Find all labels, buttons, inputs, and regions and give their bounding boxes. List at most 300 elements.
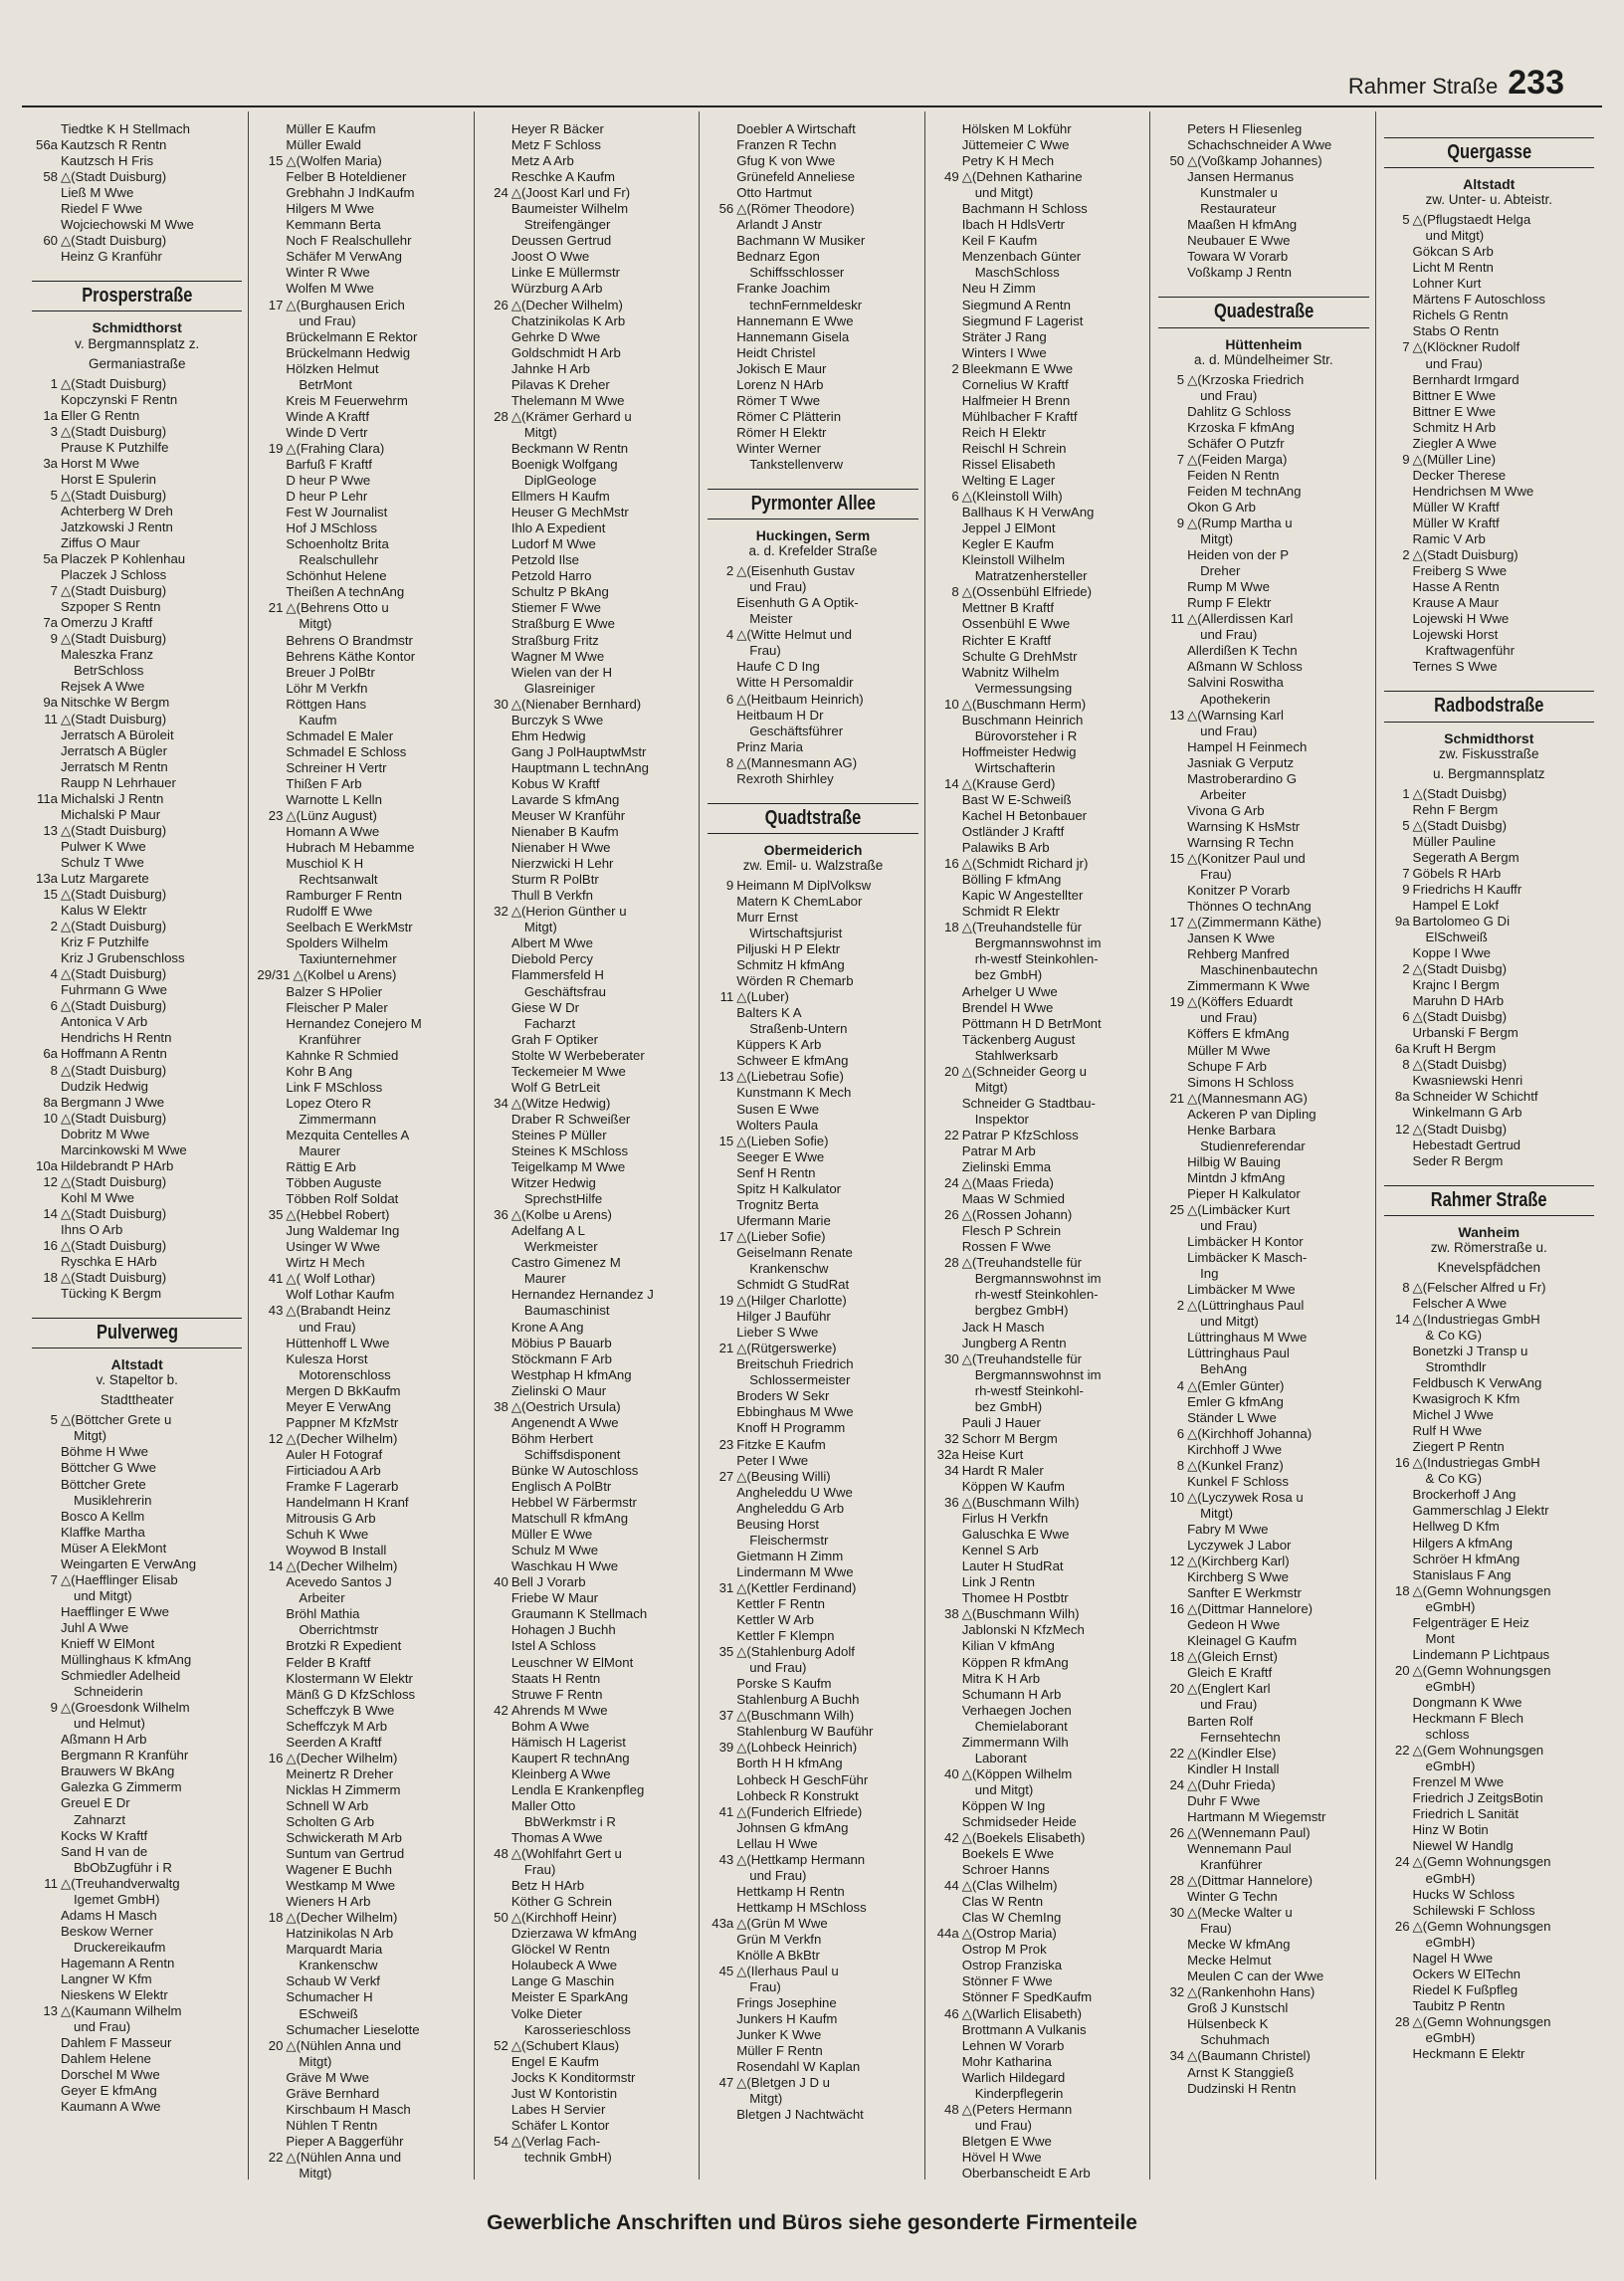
directory-entry xyxy=(32,1795,242,1811)
directory-entry xyxy=(708,1564,917,1580)
entry-continuation: Meister xyxy=(749,611,793,627)
entry-continuation: Mitgt) xyxy=(299,616,332,632)
resident-entry: Rump F Elektr xyxy=(1187,595,1272,611)
directory-entry xyxy=(257,1798,467,1814)
resident-entry: Spitz H Kalkulator xyxy=(736,1180,842,1196)
resident-entry: Chatzinikolas K Arb xyxy=(510,312,626,328)
entry-continuation: bergbez GmbH) xyxy=(974,1303,1069,1319)
entry-continuation: technFernmeldeskr xyxy=(749,297,863,312)
resident-entry: Knölle A BkBtr xyxy=(736,1948,820,1964)
entry-continuation: rh-westf Steinkohlen- xyxy=(974,1287,1099,1303)
house-number: 7 xyxy=(50,583,58,599)
directory-entry xyxy=(257,856,467,872)
directory-entry xyxy=(483,1320,693,1336)
directory-entry xyxy=(708,1229,917,1245)
directory-entry xyxy=(1158,2016,1368,2032)
house-number: 5 xyxy=(1402,212,1410,228)
directory-entry xyxy=(32,1541,242,1556)
directory-entry xyxy=(257,1894,467,1910)
resident-entry: Knieff W ElMont xyxy=(61,1635,155,1651)
directory-entry xyxy=(1384,244,1594,260)
resident-entry: Jung Waldemar Ing xyxy=(286,1223,400,1239)
entry-continuation: Mitgt) xyxy=(74,1428,106,1444)
directory-entry xyxy=(257,1973,467,1989)
house-number: 37 xyxy=(718,1708,734,1724)
street-name: Quadtstraße xyxy=(764,806,862,829)
resident-entry: Schmidseder Heide xyxy=(961,1813,1077,1829)
directory-entry xyxy=(933,505,1143,520)
resident-entry: Glöckel W Rentn xyxy=(510,1942,610,1958)
resident-entry: △(Grün M Wwe xyxy=(736,1915,828,1931)
directory-entry xyxy=(483,1143,693,1159)
resident-entry: Michalski P Maur xyxy=(61,806,161,822)
house-number: 14 xyxy=(944,775,959,791)
resident-entry: △(Englert Karl xyxy=(1187,1681,1271,1697)
directory-entry xyxy=(708,1995,917,2011)
street-name: Quadestraße xyxy=(1213,301,1314,323)
resident-entry: Kohr B Ang xyxy=(286,1063,353,1079)
directory-entry xyxy=(483,361,693,377)
resident-entry: Kriz F Putzhilfe xyxy=(61,934,149,950)
directory-entry xyxy=(933,792,1143,808)
directory-entry xyxy=(257,1239,467,1255)
directory-entry xyxy=(1384,1567,1594,1583)
resident-entry: Porske S Kaufm xyxy=(736,1676,832,1692)
directory-entry xyxy=(1384,372,1594,388)
resident-entry: △(Gemn Wohnungsgen xyxy=(1412,2013,1551,2029)
directory-entry xyxy=(32,615,242,631)
directory-entry xyxy=(257,233,467,249)
resident-entry: Winde A Kraftf xyxy=(286,408,369,424)
directory-entry xyxy=(1158,484,1368,500)
resident-entry: Warnotte L Kelln xyxy=(286,791,382,807)
directory-entry xyxy=(483,1574,693,1590)
directory-entry xyxy=(483,1973,693,1989)
directory-entry xyxy=(257,1543,467,1558)
directory-entry xyxy=(1384,1998,1594,2014)
resident-entry: Ufermann Marie xyxy=(736,1212,831,1228)
directory-entry xyxy=(257,1271,467,1287)
house-number: 8 xyxy=(725,754,734,770)
resident-entry: Thelemann M Wwe xyxy=(510,392,625,408)
directory-entry xyxy=(933,2006,1143,2022)
directory-entry xyxy=(32,1444,242,1460)
directory-entry xyxy=(1384,276,1594,292)
directory-entry xyxy=(933,1159,1143,1175)
directory-entry xyxy=(708,249,917,265)
resident-entry: Wolf Lothar Kaufm xyxy=(286,1287,395,1303)
resident-entry: Neu H Zimm xyxy=(961,281,1036,297)
house-number: 1a xyxy=(43,407,58,423)
directory-entry xyxy=(933,616,1143,632)
directory-entry xyxy=(32,1668,242,1684)
resident-entry: Buschmann Heinrich xyxy=(961,712,1084,727)
directory-entry xyxy=(1158,931,1368,946)
house-number: 35 xyxy=(718,1644,734,1660)
resident-entry: Böttcher Grete xyxy=(61,1476,146,1492)
directory-entry xyxy=(933,1958,1143,1973)
resident-entry: Lyczywek J Labor xyxy=(1187,1537,1292,1553)
directory-entry xyxy=(1384,1663,1594,1679)
directory-entry xyxy=(1158,1633,1368,1649)
directory-entry xyxy=(708,1102,917,1118)
resident-entry: Kwasigroch K Kfm xyxy=(1412,1391,1521,1407)
directory-entry xyxy=(483,505,693,520)
resident-entry: Haufe C D Ing xyxy=(736,659,820,675)
resident-entry: Greuel E Dr xyxy=(61,1795,130,1811)
resident-entry: △(Stadt Duisburg) xyxy=(61,1173,167,1189)
resident-entry: Ließ M Wwe xyxy=(61,185,134,201)
directory-entry xyxy=(708,1293,917,1309)
directory-entry xyxy=(32,519,242,535)
directory-entry xyxy=(483,298,693,313)
resident-entry: Kleinagel G Kaufm xyxy=(1187,1633,1298,1649)
resident-entry: Flesch P Schrein xyxy=(961,1223,1062,1239)
resident-entry: Stönner F SpedKaufm xyxy=(961,1989,1093,2005)
directory-entry xyxy=(483,1415,693,1431)
resident-entry: △(Stadt Duisburg) xyxy=(61,1062,167,1078)
directory-entry xyxy=(933,217,1143,233)
resident-entry: Stahlenburg W Bauführ xyxy=(736,1724,874,1740)
resident-entry: Suntum van Gertrud xyxy=(286,1846,405,1862)
directory-entry xyxy=(483,137,693,153)
directory-entry xyxy=(483,249,693,265)
house-number: 34 xyxy=(494,1095,508,1111)
entry-continuation: und Frau) xyxy=(749,1660,807,1676)
directory-entry xyxy=(933,1543,1143,1558)
entry-continuation: Bergmannswohnst im xyxy=(974,935,1102,951)
resident-entry: △(Lünz August) xyxy=(286,808,377,824)
directory-entry xyxy=(708,2027,917,2043)
resident-entry: Verhaegen Jochen xyxy=(961,1702,1072,1718)
entry-continuation: Ing xyxy=(1200,1266,1219,1282)
resident-entry: △(Stadt Duisburg) xyxy=(61,233,167,249)
entry-continuation: Wirtschaftsjurist xyxy=(749,926,843,941)
directory-entry xyxy=(483,1894,693,1910)
resident-entry: Bletgen E Wwe xyxy=(961,2133,1052,2149)
directory-entry xyxy=(1384,1503,1594,1519)
resident-entry: Hildebrandt P HArb xyxy=(61,1157,174,1173)
resident-entry: Rissel Elisabeth xyxy=(961,456,1056,472)
resident-entry: Hannemann E Wwe xyxy=(736,312,854,328)
directory-entry xyxy=(708,233,917,249)
directory-entry xyxy=(1384,882,1594,898)
directory-entry xyxy=(1158,659,1368,675)
resident-entry: Teigelkamp M Wwe xyxy=(510,1159,626,1175)
resident-entry: Schönhut Helene xyxy=(286,568,387,584)
house-number: 21 xyxy=(1169,1090,1185,1106)
resident-entry: △(Köppen Wilhelm xyxy=(961,1765,1073,1781)
directory-entry xyxy=(708,441,917,457)
directory-entry xyxy=(32,2067,242,2083)
directory-entry xyxy=(257,1558,467,1574)
resident-entry: Rexroth Shirhley xyxy=(736,770,834,786)
directory-entry xyxy=(32,583,242,599)
directory-entry xyxy=(933,1735,1143,1751)
district-name: Altstadt xyxy=(110,1356,163,1373)
directory-entry xyxy=(708,1820,917,1836)
directory-entry xyxy=(483,584,693,600)
resident-entry: Bohm A Wwe xyxy=(510,1718,590,1734)
resident-entry: Halfmeier H Brenn xyxy=(961,392,1071,408)
resident-entry: Winde D Vertr xyxy=(286,424,368,440)
directory-entry xyxy=(32,1604,242,1620)
resident-entry: △(Witte Helmut und xyxy=(736,627,852,643)
directory-entry xyxy=(708,1836,917,1852)
directory-entry xyxy=(1158,217,1368,233)
directory-entry xyxy=(933,2070,1143,2086)
resident-entry: Bast W E-Schweiß xyxy=(961,791,1072,807)
directory-entry xyxy=(32,1270,242,1286)
house-number: 8 xyxy=(1402,1279,1410,1295)
resident-entry: Ziegert P Rentn xyxy=(1412,1439,1505,1455)
directory-entry xyxy=(483,1719,693,1735)
resident-entry: Köffers E kfmAng xyxy=(1187,1026,1290,1042)
directory-entry xyxy=(257,1223,467,1239)
resident-entry: △(Allerdissen Karl xyxy=(1187,611,1294,627)
resident-entry: Heckmann F Blech xyxy=(1412,1711,1523,1727)
resident-entry: △(Witze Hedwig) xyxy=(510,1095,611,1111)
house-number: 46 xyxy=(944,2005,959,2021)
directory-entry xyxy=(933,233,1143,249)
entry-continuation: Werkmeister xyxy=(523,1239,598,1255)
directory-entry xyxy=(1158,883,1368,899)
house-number: 19 xyxy=(1169,994,1185,1010)
resident-entry: Rump M Wwe xyxy=(1187,579,1270,595)
resident-entry: Bachmann W Musiker xyxy=(736,233,866,249)
resident-entry: Wagener E Buchh xyxy=(286,1862,392,1878)
resident-entry: Meister E SparkAng xyxy=(510,1989,629,2005)
directory-entry xyxy=(1384,627,1594,643)
directory-entry xyxy=(32,440,242,456)
house-number: 44a xyxy=(936,1926,959,1942)
directory-entry xyxy=(708,1804,917,1820)
directory-entry xyxy=(257,1336,467,1351)
directory-entry xyxy=(257,1687,467,1703)
directory-entry xyxy=(32,567,242,583)
directory-entry xyxy=(257,2134,467,2150)
resident-entry: Omerzu J Kraftf xyxy=(61,615,153,631)
directory-entry xyxy=(708,201,917,217)
resident-entry: Rosendahl W Kaplan xyxy=(736,2059,861,2075)
resident-entry: Schäfer L Kontor xyxy=(510,2117,610,2133)
house-number: 47 xyxy=(718,2075,734,2091)
directory-entry xyxy=(257,1989,467,2005)
resident-entry: Franke Joachim xyxy=(736,281,831,297)
resident-entry: Lutz Margarete xyxy=(61,870,149,886)
directory-entry xyxy=(933,1846,1143,1862)
resident-entry: Firticiadou A Arb xyxy=(286,1462,381,1478)
directory-entry xyxy=(257,1671,467,1687)
resident-entry: Segerath A Bergm xyxy=(1412,849,1520,865)
resident-entry: Müllinghaus K kfmAng xyxy=(61,1652,192,1668)
resident-entry: Jasniak G Verputz xyxy=(1187,754,1295,770)
resident-entry: Kautzsch H Fris xyxy=(61,153,154,169)
directory-entry xyxy=(933,1479,1143,1495)
resident-entry: △(Rütgerswerke) xyxy=(736,1341,837,1356)
house-number: 9 xyxy=(50,1700,58,1716)
resident-entry: Weingarten E VerwAng xyxy=(61,1555,197,1571)
resident-entry: Feldbusch K VerwAng xyxy=(1412,1375,1542,1391)
district-name: Obermeiderich xyxy=(763,841,863,858)
resident-entry: Bröhl Mathia xyxy=(286,1606,360,1622)
resident-entry: Kirchberg S Wwe xyxy=(1187,1569,1289,1585)
resident-entry: Flammersfeld H xyxy=(510,967,604,983)
resident-entry: Broders W Sekr xyxy=(736,1388,830,1404)
directory-entry xyxy=(933,1143,1143,1159)
directory-entry xyxy=(933,489,1143,505)
directory-entry xyxy=(708,281,917,297)
directory-entry xyxy=(483,888,693,904)
resident-entry: Bittner E Wwe xyxy=(1412,387,1497,403)
resident-entry: Fabry M Wwe xyxy=(1187,1521,1269,1537)
directory-entry xyxy=(32,1652,242,1668)
resident-entry: Brückelmann Hedwig xyxy=(286,344,411,360)
directory-entry xyxy=(1158,1394,1368,1410)
resident-entry: △(Burghausen Erich xyxy=(286,297,405,312)
resident-entry: Eisenhuth G A Optik- xyxy=(736,595,859,611)
house-number: 18 xyxy=(1394,1582,1410,1598)
house-number: 6 xyxy=(1176,1425,1185,1441)
directory-entry xyxy=(1384,1073,1594,1089)
entry-continuation: Maschinenbautechn xyxy=(1200,962,1319,978)
directory-entry xyxy=(1384,945,1594,961)
directory-entry xyxy=(1158,1474,1368,1490)
directory-entry xyxy=(1384,1519,1594,1535)
directory-entry xyxy=(708,2043,917,2059)
directory-entry xyxy=(32,472,242,488)
resident-entry: Burczyk S Wwe xyxy=(510,712,604,727)
directory-entry xyxy=(933,649,1143,665)
directory-entry xyxy=(32,1620,242,1636)
resident-entry: Graumann K Stellmach xyxy=(510,1606,648,1622)
directory-entry xyxy=(483,1782,693,1798)
resident-entry: Köppen W Kaufm xyxy=(961,1478,1066,1494)
house-number: 32 xyxy=(1169,1984,1185,2000)
house-number: 7a xyxy=(43,615,58,631)
directory-entry xyxy=(257,217,467,233)
directory-entry xyxy=(933,808,1143,824)
directory-entry xyxy=(257,984,467,1000)
entry-continuation: Schuhmach xyxy=(1200,2032,1270,2048)
directory-entry xyxy=(1384,1536,1594,1552)
resident-entry: △(Warnsing Karl xyxy=(1187,707,1284,723)
directory-entry xyxy=(933,281,1143,297)
directory-entry xyxy=(483,1958,693,1973)
resident-entry: △(Frahing Clara) xyxy=(286,440,385,456)
resident-entry: Michel J Wwe xyxy=(1412,1407,1494,1423)
resident-entry: △(Stadt Duisburg) xyxy=(61,887,167,903)
directory-entry xyxy=(1384,1711,1594,1727)
entry-continuation: Vermessungsing xyxy=(974,680,1073,696)
resident-entry: Kreis M Feuerwehrm xyxy=(286,392,408,408)
directory-entry xyxy=(257,201,467,217)
directory-entry xyxy=(257,1159,467,1175)
house-number: 26 xyxy=(944,1207,959,1223)
resident-entry: Schmitz H Arb xyxy=(1412,419,1497,435)
street-name: Pyrmonter Allee xyxy=(750,493,876,516)
resident-entry: Lohner Kurt xyxy=(1412,276,1482,292)
house-number: 43 xyxy=(718,1851,734,1867)
directory-entry xyxy=(1158,1043,1368,1059)
directory-entry xyxy=(483,233,693,249)
resident-entry: Konitzer P Vorarb xyxy=(1187,883,1291,899)
directory-entry xyxy=(257,920,467,935)
resident-entry: Kindler H Install xyxy=(1187,1761,1280,1776)
directory-entry xyxy=(257,1511,467,1527)
entry-continuation: Baumaschinist xyxy=(523,1303,610,1319)
resident-entry: Sand H van de xyxy=(61,1843,148,1859)
resident-entry: Schmitz H kfmAng xyxy=(736,957,845,973)
resident-entry: Murr Ernst xyxy=(736,909,798,925)
resident-entry: △(Stadt Duisburg) xyxy=(61,711,167,726)
resident-entry: △(Köffers Eduardt xyxy=(1187,994,1294,1010)
resident-entry: Mohr Katharina xyxy=(961,2053,1052,2069)
directory-entry xyxy=(483,409,693,425)
directory-entry xyxy=(933,1351,1143,1367)
house-number: 24 xyxy=(1394,1854,1410,1870)
directory-entry xyxy=(32,1238,242,1254)
directory-entry xyxy=(708,563,917,579)
directory-entry xyxy=(933,2038,1143,2054)
resident-entry: Scheffczyk B Wwe xyxy=(286,1702,395,1718)
directory-entry xyxy=(1158,153,1368,169)
directory-entry xyxy=(483,1622,693,1638)
resident-entry: Hebbel W Färbermstr xyxy=(510,1495,637,1511)
resident-entry: Juhl A Wwe xyxy=(61,1619,129,1635)
resident-entry: Draber R Schweißer xyxy=(510,1111,631,1127)
directory-entry xyxy=(933,2150,1143,2166)
house-number: 50 xyxy=(1169,153,1185,169)
resident-entry: Piljuski H P Elektr xyxy=(736,941,841,957)
resident-entry: △(Stadt Duisbg) xyxy=(1412,1057,1507,1073)
resident-entry: △(Hettkamp Hermann xyxy=(736,1851,866,1867)
directory-entry xyxy=(483,616,693,632)
district-name: Huckingen, Serm xyxy=(755,527,871,544)
directory-entry xyxy=(1384,1375,1594,1391)
directory-entry xyxy=(1158,1681,1368,1697)
house-number: 56a xyxy=(35,137,58,153)
resident-entry: Kahnke R Schmied xyxy=(286,1047,399,1063)
directory-entry xyxy=(1384,1344,1594,1359)
directory-entry xyxy=(933,744,1143,760)
directory-entry xyxy=(1158,1746,1368,1762)
directory-entry xyxy=(933,2102,1143,2118)
directory-entry xyxy=(933,1606,1143,1622)
resident-entry: Ockers W ElTechn xyxy=(1412,1966,1521,1981)
resident-entry: Seeger E Wwe xyxy=(736,1148,825,1164)
entry-continuation: Schneiderin xyxy=(74,1684,143,1700)
directory-entry xyxy=(32,1095,242,1111)
entry-continuation: Krankenschw xyxy=(749,1261,829,1276)
resident-entry: △(Wennemann Paul) xyxy=(1187,1824,1311,1840)
directory-entry xyxy=(1158,2081,1368,2097)
house-number: 16 xyxy=(268,1750,284,1765)
resident-entry: Schorr M Bergm xyxy=(961,1430,1058,1446)
directory-entry xyxy=(1384,579,1594,595)
directory-entry xyxy=(1384,2046,1594,2062)
directory-entry xyxy=(708,1053,917,1069)
directory-entry xyxy=(257,1415,467,1431)
resident-entry: △(Zimmermann Käthe) xyxy=(1187,915,1321,931)
resident-entry: Urbanski F Bergm xyxy=(1412,1025,1519,1041)
directory-entry xyxy=(483,1798,693,1814)
directory-entry xyxy=(257,185,467,201)
resident-entry: Feiden M technAng xyxy=(1187,483,1302,499)
house-number: 10a xyxy=(35,1157,58,1173)
house-number: 13 xyxy=(1169,707,1185,723)
resident-entry: Schuh K Wwe xyxy=(286,1527,369,1543)
